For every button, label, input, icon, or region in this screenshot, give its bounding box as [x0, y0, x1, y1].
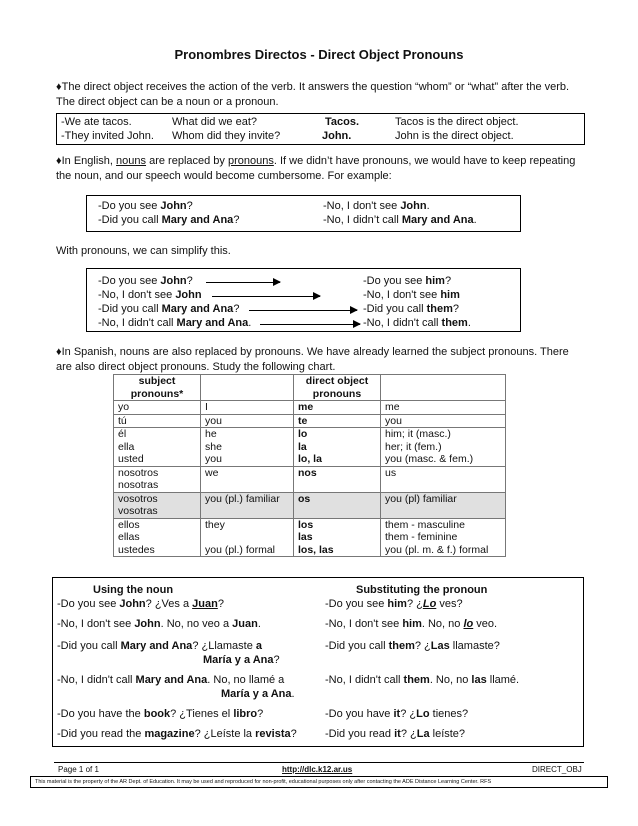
comparison-header-right: Substituting the pronoun: [356, 584, 488, 596]
chart-row: ellos ellas ustedes they you (pl.) formal los las los, las them - masculine them - feminine you (pl. m. & f.) formal: [114, 518, 506, 557]
comparison-header-left: Using the noun: [93, 584, 174, 596]
box1-r1-c2: What did we eat?: [172, 116, 257, 128]
box3-right-1: -Do you see him?: [363, 275, 452, 287]
comparison-right-5: -Do you have it? ¿Lo tienes?: [325, 708, 469, 720]
comparison-right-2: -No, I don't see him. No, no lo veo.: [325, 618, 498, 630]
box3-right-4: -No, I didn't call them.: [363, 317, 471, 329]
chart-row: tú you te you: [114, 414, 506, 428]
footer-page: Page 1 of 1: [58, 765, 99, 774]
example-box-1: [56, 113, 585, 145]
chart-row: nosotros nosotras we nos us: [114, 466, 506, 492]
intro-paragraph: ♦The direct object receives the action of the verb. It answers the question “whom” or “what” after the verb. The direct object can be a noun or a pronoun.: [56, 81, 570, 108]
chart-row: él ella usted he she you lo la lo, la him; it (masc.) her; it (fem.) you (masc. & fem.): [114, 428, 506, 467]
comparison-left-5: -Do you have the book? ¿Tienes el libro?: [57, 708, 264, 720]
comparison-left-1: -Do you see John? ¿Ves a Juan?: [57, 598, 224, 610]
pronouns-word: pronouns: [227, 155, 274, 167]
nouns-paragraph: ♦In English, nouns are replaced by pronouns. If we didn’t have pronouns, we would have to keep repeating the noun, and our speech would become cumbersome. For example:: [56, 155, 576, 182]
comparison-right-3: -Did you call them? ¿Las llamaste?: [325, 640, 500, 652]
arrow-right-icon: [212, 296, 320, 297]
box3-left-2: -No, I don't see John: [98, 289, 202, 301]
comparison-left-6: -Did you read the magazine? ¿Leíste la revista?: [57, 728, 297, 740]
comparison-left-3: -Did you call Mary and Ana? ¿Llamaste a: [57, 640, 263, 652]
box2-right-1: -No, I don't see John.: [323, 200, 430, 212]
box2-left-2: -Did you call Mary and Ana?: [98, 214, 240, 226]
box2-right-2: -No, I didn’t call Mary and Ana.: [323, 214, 477, 226]
example-box-3: [86, 268, 521, 332]
chart-header-blank: [201, 375, 294, 401]
box1-r2-c1: -They invited John.: [61, 130, 154, 142]
footer-url[interactable]: http://dlc.k12.ar.us: [282, 765, 353, 774]
chart-header-subject: subject pronouns*: [114, 375, 201, 401]
chart-header-direct-object: direct object pronouns: [294, 375, 381, 401]
box1-r1-c4: Tacos is the direct object.: [395, 116, 519, 128]
footer-divider: [54, 762, 584, 763]
box3-left-4: -No, I didn't call Mary and Ana.: [98, 317, 252, 329]
comparison-right-6: -Did you read it? ¿La leíste?: [325, 728, 466, 740]
arrow-right-icon: [260, 324, 360, 325]
comparison-left-4: -No, I didn't call Mary and Ana. No, no llamé a: [57, 674, 285, 686]
arrow-right-icon: [249, 310, 357, 311]
box3-right-3: -Did you call them?: [363, 303, 459, 315]
comparison-right-1: -Do you see him? ¿Lo ves?: [325, 598, 463, 610]
comparison-left-4b: María y a Ana.: [221, 688, 295, 700]
page-title: Pronombres Directos - Direct Object Pronouns: [174, 47, 464, 62]
example-box-2: [86, 195, 521, 232]
comparison-left-2: -No, I don't see John. No, no veo a Juan.: [57, 618, 261, 630]
box1-r1-c3: Tacos.: [325, 116, 360, 128]
comparison-left-3b: María y a Ana?: [203, 654, 280, 666]
simplify-paragraph: With pronouns, we can simplify this.: [56, 245, 231, 257]
comparison-right-4: -No, I didn't call them. No, no las llamé.: [325, 674, 520, 686]
chart-row-shaded: vosotros vosotras you (pl.) familiar os you (pl) familiar: [114, 492, 506, 518]
pronoun-chart: [113, 374, 506, 557]
box1-r2-c4: John is the direct object.: [395, 130, 514, 142]
box3-left-3: -Did you call Mary and Ana?: [98, 303, 240, 315]
box3-right-2: -No, I don't see him: [363, 289, 460, 301]
footer-notice: This material is the property of the AR Dept. of Education. It may be used and reproduced for non-profit, educational purposes only after contacting the ADE Distance Learning Center. RFS: [30, 776, 608, 788]
box1-r1-c1: -We ate tacos.: [61, 116, 132, 128]
box1-r2-c3: John.: [322, 130, 352, 142]
spanish-paragraph: ♦In Spanish, nouns are also replaced by pronouns. We have already learned the subject pronouns. There are also direct object pronouns. Study the following chart.: [56, 346, 569, 373]
chart-row: yo I me me: [114, 401, 506, 415]
footer-code: DIRECT_OBJ: [532, 765, 582, 774]
comparison-box: [52, 577, 584, 747]
box1-r2-c2: Whom did they invite?: [172, 130, 281, 142]
nouns-word: nouns: [116, 155, 147, 167]
box2-left-1: -Do you see John?: [98, 200, 193, 212]
box3-left-1: -Do you see John?: [98, 275, 193, 287]
chart-header-blank: [381, 375, 506, 401]
arrow-right-icon: [206, 282, 280, 283]
